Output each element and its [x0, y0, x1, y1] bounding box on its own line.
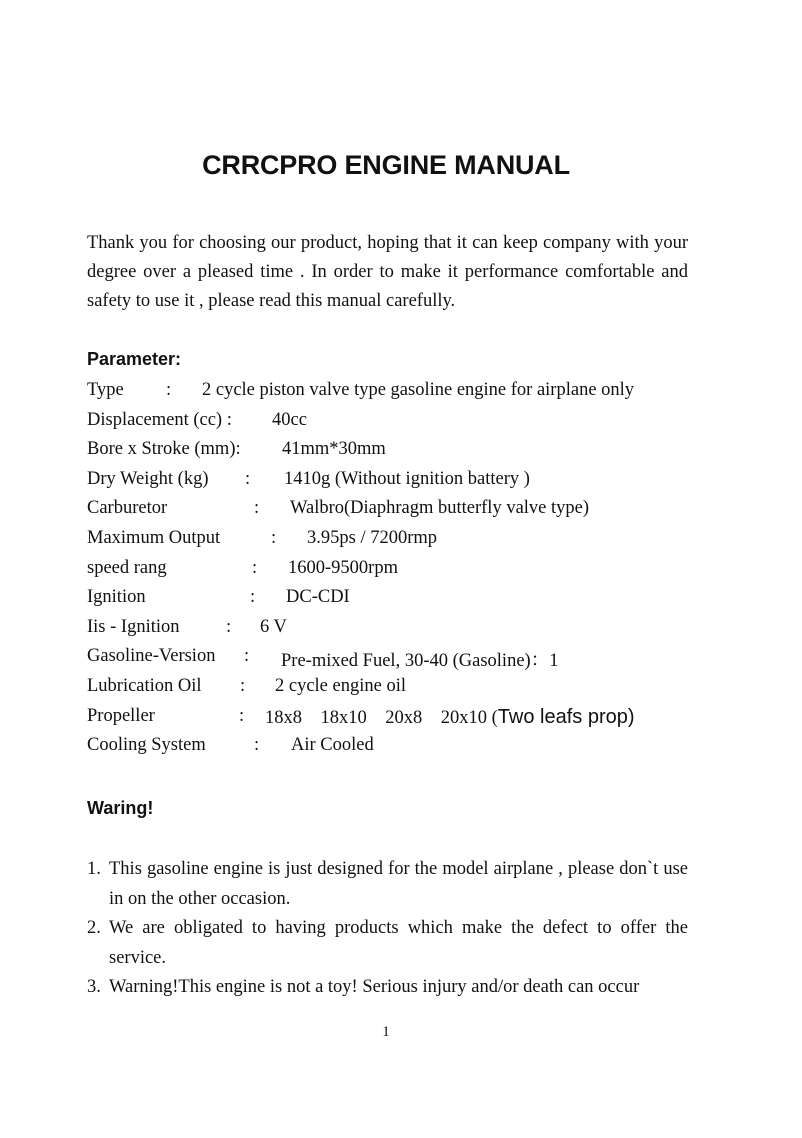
page-number: 1: [382, 1024, 390, 1040]
parameter-list: [87, 377, 727, 762]
param-row-speed-range: [87, 555, 727, 585]
param-label: Bore x Stroke (mm):: [87, 439, 241, 460]
param-separator: :: [166, 380, 172, 400]
param-value: DC-CDI: [286, 587, 350, 608]
warning-item: [87, 973, 688, 1003]
param-label: Displacement (cc) :: [87, 409, 232, 430]
param-separator: :: [254, 498, 260, 519]
param-value: 3.95ps / 7200rmp: [307, 527, 438, 548]
param-value: 2 cycle engine oil: [275, 675, 406, 696]
param-row-bore-stroke: [87, 436, 727, 466]
param-value: 41mm*30mm: [282, 439, 386, 460]
param-value: Walbro(Diaphragm butterfly valve type): [290, 498, 590, 519]
param-row-displacement: [87, 407, 727, 437]
param-row-type: [87, 377, 727, 407]
param-row-ignition: [87, 584, 727, 614]
param-separator: :: [240, 675, 246, 696]
warning-item: [87, 914, 688, 973]
param-label: Gasoline-Version: [87, 646, 216, 667]
param-label: Type: [87, 380, 124, 400]
param-separator: :: [250, 587, 256, 608]
document-title: CRRCPRO ENGINE MANUAL: [202, 150, 570, 180]
param-row-gasoline-version: [87, 643, 727, 673]
param-separator: :: [254, 735, 260, 756]
param-separator: :: [252, 557, 258, 578]
warning-number: 2.: [87, 918, 101, 938]
param-label: Maximum Output: [87, 527, 221, 548]
param-separator: :: [271, 527, 277, 548]
warning-text: Warning!This engine is not a toy! Serious injury and/or death can occur: [109, 977, 640, 997]
param-value: 40cc: [272, 409, 307, 430]
param-row-propeller: [87, 703, 727, 733]
intro-paragraph: Thank you for choosing our product, hoping that it can keep company with your degree over a pleased time . In order to make it performance comfortable and safety to use it , please read this manual carefully.: [87, 233, 688, 311]
param-label: Propeller: [87, 705, 155, 726]
param-separator: :: [239, 705, 245, 726]
param-value: 1600-9500rpm: [288, 557, 398, 578]
param-row-iis-ignition: [87, 614, 727, 644]
param-label: Carburetor: [87, 498, 168, 519]
warning-text: We are obligated to having products which make the defect to offer the service.: [109, 918, 688, 968]
parameters-heading: Parameter:: [87, 349, 182, 369]
warning-number: 3.: [87, 977, 101, 997]
param-label: Dry Weight (kg): [87, 468, 209, 489]
param-row-maximum-output: [87, 525, 727, 555]
param-label: Lubrication Oil: [87, 675, 202, 696]
param-row-carburetor: [87, 495, 727, 525]
param-value: 1410g (Without ignition battery ): [284, 468, 530, 489]
param-row-cooling-system: [87, 732, 727, 762]
param-separator: :: [245, 468, 251, 489]
param-value: Air Cooled: [291, 735, 374, 756]
param-value: [265, 706, 635, 729]
param-label: speed rang: [87, 557, 167, 578]
warning-item: [87, 855, 688, 914]
param-value: Pre-mixed Fuel, 30-40 (Gasoline)：1: [281, 651, 559, 672]
param-label: Iis - Ignition: [87, 616, 180, 637]
param-separator: :: [244, 646, 250, 667]
propeller-note: Two leafs prop): [497, 705, 635, 728]
warning-heading: Waring!: [87, 798, 154, 818]
warning-number: 1.: [87, 859, 101, 879]
warning-list: [87, 855, 688, 1003]
param-separator: :: [226, 616, 232, 637]
param-row-dry-weight: [87, 466, 727, 496]
warning-text: This gasoline engine is just designed for the model airplane , please don`t use in on the other occasion.: [109, 859, 688, 909]
param-value: 2 cycle piston valve type gasoline engine for airplane only: [202, 380, 635, 400]
param-label: Cooling System: [87, 735, 206, 756]
propeller-sizes: 18x8 18x10 20x8 20x10 (: [265, 707, 498, 728]
param-row-lubrication-oil: [87, 673, 727, 703]
param-value: 6 V: [260, 616, 287, 637]
param-label: Ignition: [87, 587, 146, 608]
